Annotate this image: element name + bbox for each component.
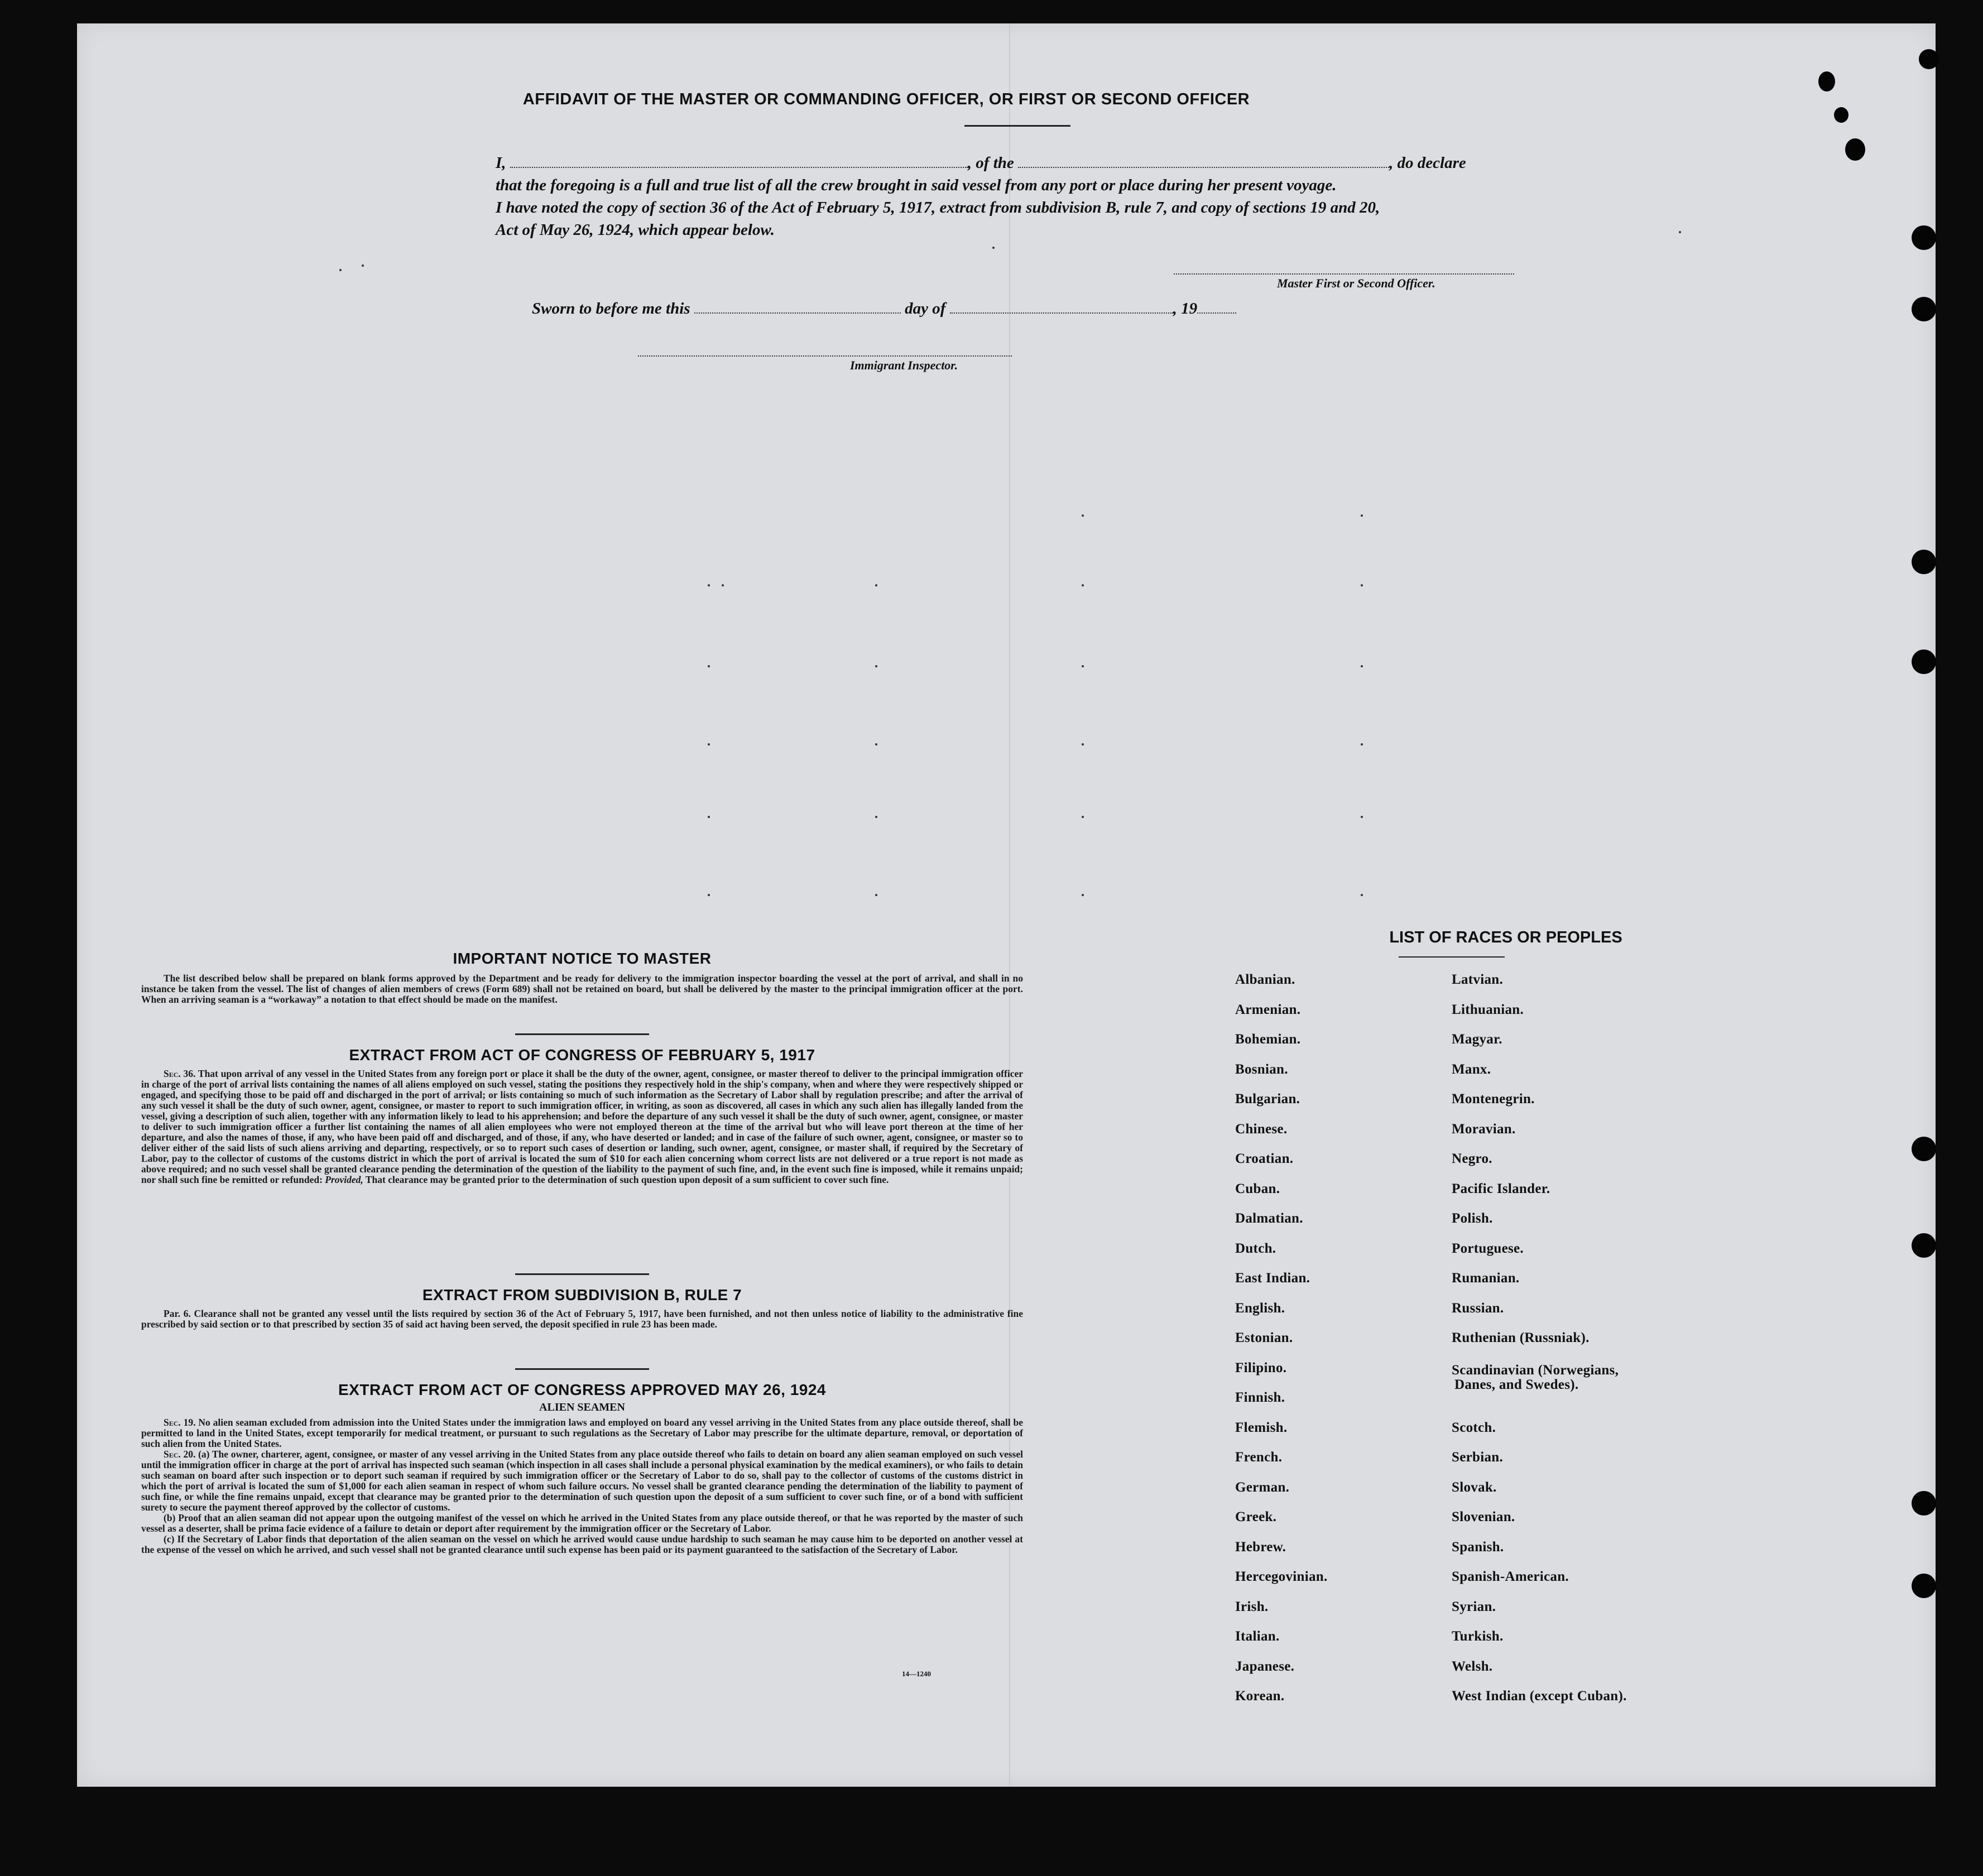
race-right-17: Slovak. [1452, 1479, 1497, 1495]
races-title-rule [1399, 956, 1505, 958]
title-rule [964, 125, 1070, 127]
race-left-3: Bosnian. [1235, 1061, 1288, 1077]
race-right-18: Slovenian. [1452, 1509, 1515, 1524]
race-right-13: Scandinavian (Norwegians, [1452, 1362, 1619, 1378]
speck [875, 894, 877, 896]
extract-1917-title: EXTRACT FROM ACT OF CONGRESS OF FEBRUARY 5, 1917 [349, 1046, 815, 1064]
affidavit-text [496, 152, 1696, 241]
sec20c-text: (c) If the Secretary of Labor finds that deportation of the alien seaman on the vessel on which he arrived would cause undue hardship to such seaman he may cause him to be deported on another vessel at the expense of the vessel on which he arrived, and such vessel shall not be granted clearance until such expense has been paid or its payment guaranteed to the satisfaction of the Secretary of Labor. [141, 1533, 1023, 1555]
race-left-16: French. [1235, 1450, 1283, 1465]
speck [708, 743, 710, 745]
vessel-blank[interactable] [1018, 155, 1389, 168]
master-signature-line[interactable] [1174, 273, 1514, 275]
race-left-21: Irish. [1235, 1599, 1269, 1614]
inspector-label: Immigrant Inspector. [850, 358, 958, 372]
race-right-19: Spanish. [1452, 1539, 1504, 1555]
speck [875, 584, 877, 586]
sec19-text [141, 1417, 1023, 1449]
race-left-14: Finnish. [1235, 1390, 1285, 1405]
race-right-6: Negro. [1452, 1151, 1492, 1166]
race-left-9: Dutch. [1235, 1240, 1276, 1256]
affidavit-line-3: I have noted the copy of section 36 of the Act of February 5, 1917, extract from subdivision B, rule 7, and copy of sections 19 and 20, [496, 199, 1380, 217]
notice-title: IMPORTANT NOTICE TO MASTER [453, 950, 712, 967]
sec36-label: Sec. 36. [164, 1068, 196, 1079]
race-left-13: Filipino. [1235, 1360, 1287, 1375]
sec19-label: Sec. 19. [164, 1417, 196, 1428]
speck [1361, 743, 1363, 745]
ink-blot [1845, 138, 1865, 161]
race-left-11: English. [1235, 1300, 1285, 1316]
i-label: I, [496, 154, 506, 172]
race-left-17: German. [1235, 1479, 1290, 1495]
day-of-label: day of [905, 300, 946, 318]
sworn-year-blank[interactable] [1197, 300, 1236, 314]
race-right-9: Portuguese. [1452, 1240, 1524, 1256]
race-left-23: Japanese. [1235, 1658, 1295, 1674]
document-page [77, 23, 1936, 1787]
ink-blot [1919, 49, 1939, 69]
race-left-5: Chinese. [1235, 1121, 1288, 1137]
sworn-day-blank[interactable] [694, 300, 901, 314]
speck [1361, 894, 1363, 896]
speck [1082, 514, 1084, 517]
proviso-text: That clearance may be granted prior to the determination of such question upon deposit of a sum sufficient to cover such fine. [365, 1174, 889, 1185]
master-label: Master First or Second Officer. [1277, 276, 1435, 290]
race-left-10: East Indian. [1235, 1271, 1310, 1286]
affidavit-line-4: Act of May 26, 1924, which appear below. [496, 221, 775, 239]
race-right-21: Syrian. [1452, 1599, 1496, 1614]
race-right-0: Latvian. [1452, 972, 1503, 987]
section-divider [515, 1033, 649, 1035]
race-left-15: Flemish. [1235, 1420, 1288, 1435]
notice-section [141, 950, 1023, 1005]
race-left-22: Italian. [1235, 1629, 1280, 1644]
inspector-signature-line[interactable] [638, 355, 1012, 357]
race-right-7: Pacific Islander. [1452, 1181, 1550, 1196]
speck [708, 816, 710, 818]
sworn-month-blank[interactable] [950, 300, 1173, 314]
race-right-2: Magyar. [1452, 1032, 1502, 1047]
affidavit-line-2: that the foregoing is a full and true list of all the crew brought in said vessel from any port or place during her present voyage. [496, 176, 1337, 194]
sworn-line [532, 300, 1236, 318]
race-right-22: Turkish. [1452, 1629, 1504, 1644]
sec20a-text [141, 1449, 1023, 1513]
extract-1924-title: EXTRACT FROM ACT OF CONGRESS APPROVED MAY 26, 1924 [338, 1381, 826, 1398]
sworn-prefix: Sworn to before me this [532, 300, 690, 318]
race-right-12: Ruthenian (Russniak). [1452, 1330, 1590, 1345]
rule7-section [141, 1273, 1023, 1330]
sec20-label: Sec. 20. [164, 1449, 196, 1460]
speck [339, 269, 342, 271]
rule7-text: Par. 6. Clearance shall not be granted any vessel until the lists required by section 36 of the Act of February 5, 1917, have been furnished, and not then unless notice of liability to the administrative fine prescribed by said section or to that prescribed by section 35 of said act having been served, the deposit specified in rule 23 has been made. [141, 1308, 1023, 1330]
speck [1082, 743, 1084, 745]
speck [1361, 665, 1363, 667]
race-right-14: Danes, and Swedes). [1454, 1377, 1579, 1392]
race-left-2: Bohemian. [1235, 1032, 1301, 1047]
race-right-4: Montenegrin. [1452, 1091, 1535, 1107]
speck [875, 743, 877, 745]
section-divider [515, 1273, 649, 1275]
name-blank[interactable] [510, 155, 968, 168]
punch-hole [1912, 1491, 1936, 1516]
race-right-24: West Indian (except Cuban). [1452, 1689, 1627, 1704]
rule7-title: EXTRACT FROM SUBDIVISION B, RULE 7 [422, 1286, 742, 1303]
race-right-3: Manx. [1452, 1061, 1491, 1077]
punch-hole [1912, 1574, 1936, 1598]
race-right-1: Lithuanian. [1452, 1002, 1524, 1017]
proviso-word: Provided, [325, 1174, 363, 1185]
affidavit-title: AFFIDAVIT OF THE MASTER OR COMMANDING OFFICER, OR FIRST OR SECOND OFFICER [522, 90, 1250, 108]
speck [875, 816, 877, 818]
sec20a-body: (a) The owner, charterer, agent, consignee, or master of any vessel arriving in the United States from any place outside thereof who fails to detain on board any alien seaman employed on such vessel until the immigration officer in charge at the port of arrival has inspected such seaman (which inspection in all cases shall include a personal physical examination by the medical examiners), or who fails to detain such seaman on board after such inspection or to deport such seaman if required by such immigration officer or the Secretary of Labor to do so, shall pay to the collector of customs of the customs district in which the port of arrival is located the sum of $1,000 for each alien seaman in respect of whom such failure occurs. No vessel shall be granted clearance pending the determination of the liability to payment of such fine, or while the fine remains unpaid, except that clearance may be granted prior to the determination of such question upon the deposit of a sum sufficient to cover such fine, or of a bond with sufficient surety to secure the payment thereof approved by the collector of customs. [141, 1449, 1023, 1513]
of-the-label: , of the [967, 154, 1014, 172]
race-left-7: Cuban. [1235, 1181, 1280, 1196]
races-title: LIST OF RACES OR PEOPLES [1389, 929, 1622, 946]
section-divider [515, 1368, 649, 1370]
sec36-text: That upon arrival of any vessel in the United States from any foreign port or place it shall be the duty of the owner, agent, consignee, or master thereof to deliver to the principal immigration officer in charge of the port of arrival lists containing the names of all aliens employed on such vessel, stating the positions they respectively hold in the ship's company, when and where they were respectively shipped or engaged, and specifying those to be paid off and discharged in the port of arrival; or lists containing so much of such information as the Secretary of Labor shall by regulation prescribe; and after the arrival of any such vessel it shall be the duty of such owner, agent, consignee, or master to report to such immigration officer, in writing, as soon as discovered, all cases in which any such alien has illegally landed from the vessel, giving a description of such alien, together with any information likely to lead to his apprehension; and before the departure of any such vessel it shall be the duty of such owner, agent, consignee, or master to deliver to such immigration officer a further list containing the names of all alien employees who were not employed thereon at the time of the arrival but who will leave port thereon at the time of her departure, and also the names of those, if any, who have been paid off and discharged, and of those, if any, who have deserted or landed; and in case of the failure of such owner, agent, consignee, or master so to deliver either of the said lists of such aliens arriving and departing, respectively, or so to report such cases of desertion or landing, such owner, agent, consignee, or master shall, if required by the Secretary of Labor, pay to the collector of customs of the customs district in which the port of arrival is located the sum of $10 for each alien concerning whom correct lists are not delivered or a true report is not made as above required; and no such vessel shall be granted clearance pending the determination of the question of the liability to the payment of such fine, and, in the event such fine is imposed, while it remains unpaid; nor shall such fine be remitted or refunded: [141, 1068, 1024, 1185]
race-left-8: Dalmatian. [1235, 1211, 1303, 1226]
speck [362, 264, 364, 267]
punch-hole [1912, 1233, 1936, 1258]
speck [708, 894, 710, 896]
speck [1082, 894, 1084, 896]
speck [875, 665, 877, 667]
alien-seamen-subtitle: ALIEN SEAMEN [539, 1401, 625, 1413]
race-right-16: Serbian. [1452, 1450, 1503, 1465]
punch-hole [1912, 550, 1936, 574]
ink-blot [1818, 71, 1835, 92]
speck [1082, 665, 1084, 667]
speck [708, 584, 710, 586]
form-number: 14—1240 [902, 1670, 931, 1678]
punch-hole [1912, 225, 1936, 250]
race-right-11: Russian. [1452, 1300, 1504, 1316]
do-declare-label: , do declare [1389, 154, 1466, 172]
race-left-0: Albanian. [1235, 972, 1295, 987]
sec20b-text: (b) Proof that an alien seaman did not appear upon the outgoing manifest of the vessel on which he arrived in the United States from any place outside thereof, or that he was reported by the master of such vessel as a deserter, shall be prima facie evidence of a failure to detain or deport after requirement by the immigration officer or the Secretary of Labor. [141, 1512, 1023, 1534]
punch-hole [1912, 297, 1936, 321]
speck [1361, 816, 1363, 818]
race-left-4: Bulgarian. [1235, 1091, 1300, 1107]
speck [992, 247, 995, 249]
race-right-23: Welsh. [1452, 1658, 1493, 1674]
race-left-24: Korean. [1235, 1689, 1285, 1704]
race-left-12: Estonian. [1235, 1330, 1293, 1345]
ink-blot [1834, 107, 1848, 123]
race-right-8: Polish. [1452, 1211, 1493, 1226]
race-left-20: Hercegovinian. [1235, 1569, 1328, 1584]
race-left-6: Croatian. [1235, 1151, 1294, 1166]
punch-hole [1912, 1137, 1936, 1161]
punch-hole [1912, 650, 1936, 674]
extract-1917-section [141, 1033, 1023, 1185]
extract-1917-text [141, 1069, 1023, 1185]
year-prefix: , 19 [1173, 300, 1198, 318]
speck [708, 665, 710, 667]
race-left-18: Greek. [1235, 1509, 1277, 1524]
speck [1361, 584, 1363, 586]
race-right-20: Spanish-American. [1452, 1569, 1569, 1584]
speck [1679, 231, 1681, 233]
speck [722, 584, 724, 586]
speck [1082, 584, 1084, 586]
race-left-19: Hebrew. [1235, 1539, 1286, 1555]
notice-text: The list described below shall be prepared on blank forms approved by the Department and be ready for delivery to the immigration inspector boarding the vessel at the port of arrival, and shall in no instance be taken from the vessel. The list of changes of alien members of crews (Form 689) shall not be retained on board, but shall be delivered by the master to the principal immigration officer at the port. When an arriving seaman is a “workaway” a notation to that effect should be made on the manifest. [141, 973, 1023, 1005]
speck [1082, 816, 1084, 818]
speck [1361, 514, 1363, 517]
race-right-5: Moravian. [1452, 1121, 1516, 1137]
extract-1924-section [141, 1368, 1023, 1555]
race-left-1: Armenian. [1235, 1002, 1301, 1017]
sec19-body: No alien seaman excluded from admission into the United States under the immigration laws and employed on board any vessel arriving in the United States from any place outside thereof, shall be permitted to land in the United States, except temporarily for medical treatment, or pursuant to such regulations as the Secretary of Labor may prescribe for the ultimate departure, removal, or deportation of such alien from the United States. [141, 1417, 1024, 1449]
race-right-10: Rumanian. [1452, 1271, 1520, 1286]
race-right-15: Scotch. [1452, 1420, 1496, 1435]
